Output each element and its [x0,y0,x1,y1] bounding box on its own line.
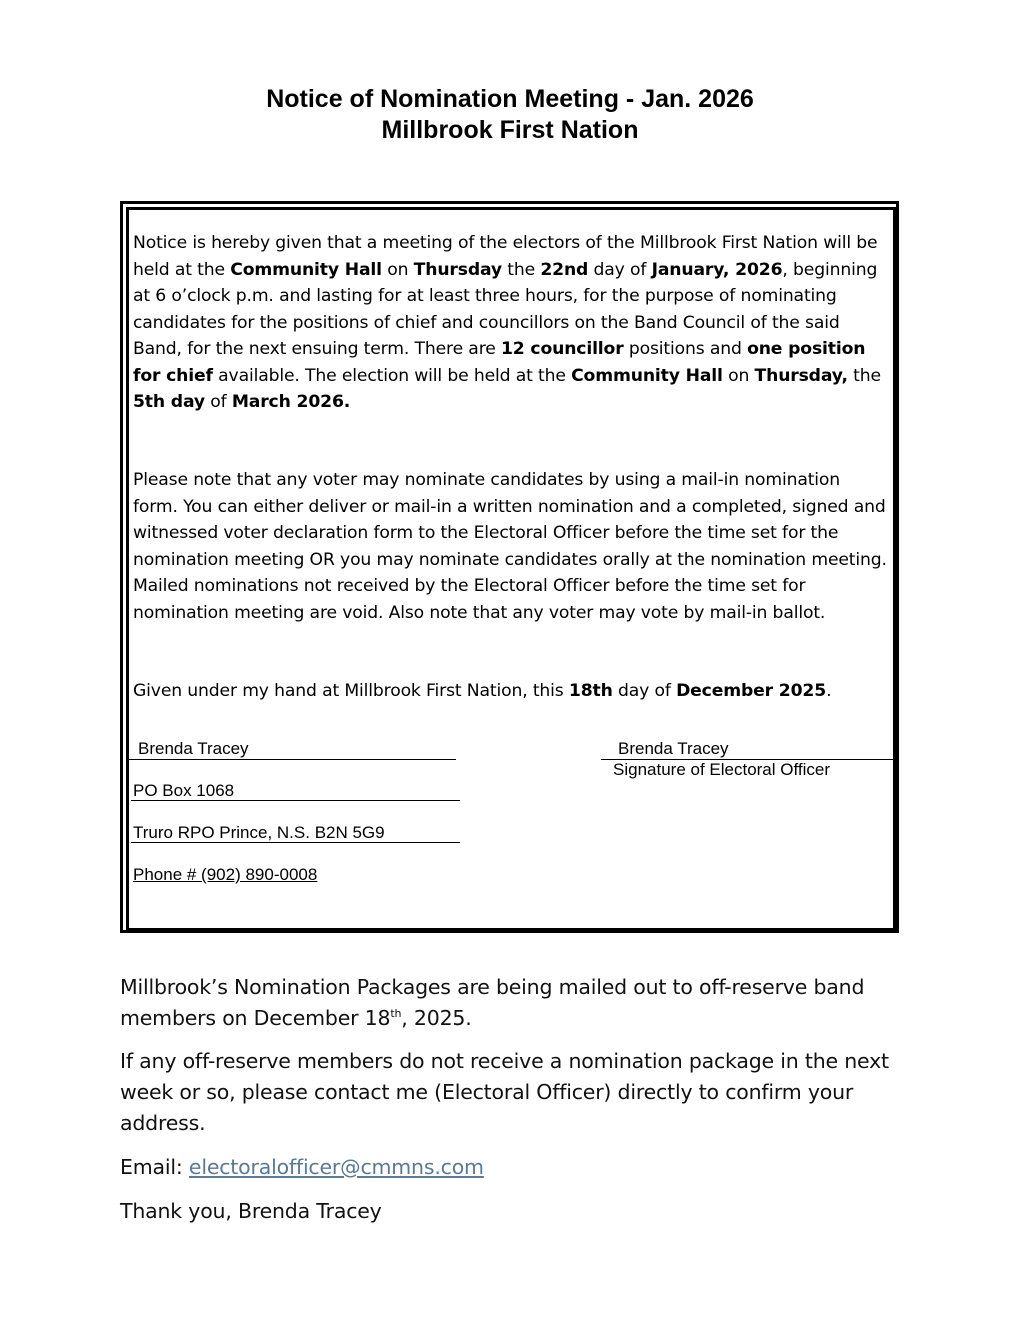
email-label: Email: [120,1155,189,1179]
contact-name-rule [129,759,456,760]
contact-address: Truro RPO Prince, N.S. B2N 5G9 [133,823,385,842]
footer-thanks: Thank you, Brenda Tracey [120,1199,382,1223]
contact-po-box: PO Box 1068 [133,781,235,800]
contact-name: Brenda Tracey [138,739,249,758]
email-link[interactable]: electoralofficer@cmmns.com [188,1155,484,1179]
notice-paragraph-1: Notice is hereby given that a meeting of the electors of the Millbrook First Nation will be held at the Community Hall on Thursday the 22nd day of January, 2026, beginning at 6 o’clock p.m. and lasting for at least three hours, for the purpose of nominating candidates for the positions of chief and councillors on the Band Council of the said Band, for the next ensuing term. There are 12 councillor positions and one position for chief available. The election will be held at the Community Hall on Thursday, the 5th day of March 2026. [133,233,881,412]
signature-name: Brenda Tracey [618,739,729,758]
contact-address-rule [131,842,460,843]
page-title: Notice of Nomination Meeting - Jan. 2026 [266,85,754,113]
contact-phone: Phone # (902) 890-0008 [133,865,318,884]
signature-caption: Signature of Electoral Officer [613,760,831,779]
contact-po-box-rule [131,800,460,801]
notice-paragraph-2: Please note that any voter may nominate candidates by using a mail-in nomination form. You can either deliver or mail-in a written nomination and a completed, signed and witnessed voter declaration form to the Electoral Officer before the time set for the nomination meeting OR you may nominate candidates orally at the nomination meeting. Mailed nominations not received by the Electoral Officer before the time set for nomination meeting are void. Also note that any voter may vote by mail-in ballot. [133,470,887,623]
footer-mailing-note: Millbrook’s Nomination Packages are being mailed out to off-reserve band members on December 18th, 2025. [120,975,865,1030]
footer-contact-note: If any off-reserve members do not receive a nomination package in the next week or so, please contact me (Electoral Officer) directly to confirm your address. [120,1049,889,1135]
footer-email-line [120,1152,900,1183]
page-subtitle: Millbrook First Nation [381,116,639,144]
notice-paragraph-3: Given under my hand at Millbrook First Nation, this 18th day of December 2025. [133,681,832,701]
